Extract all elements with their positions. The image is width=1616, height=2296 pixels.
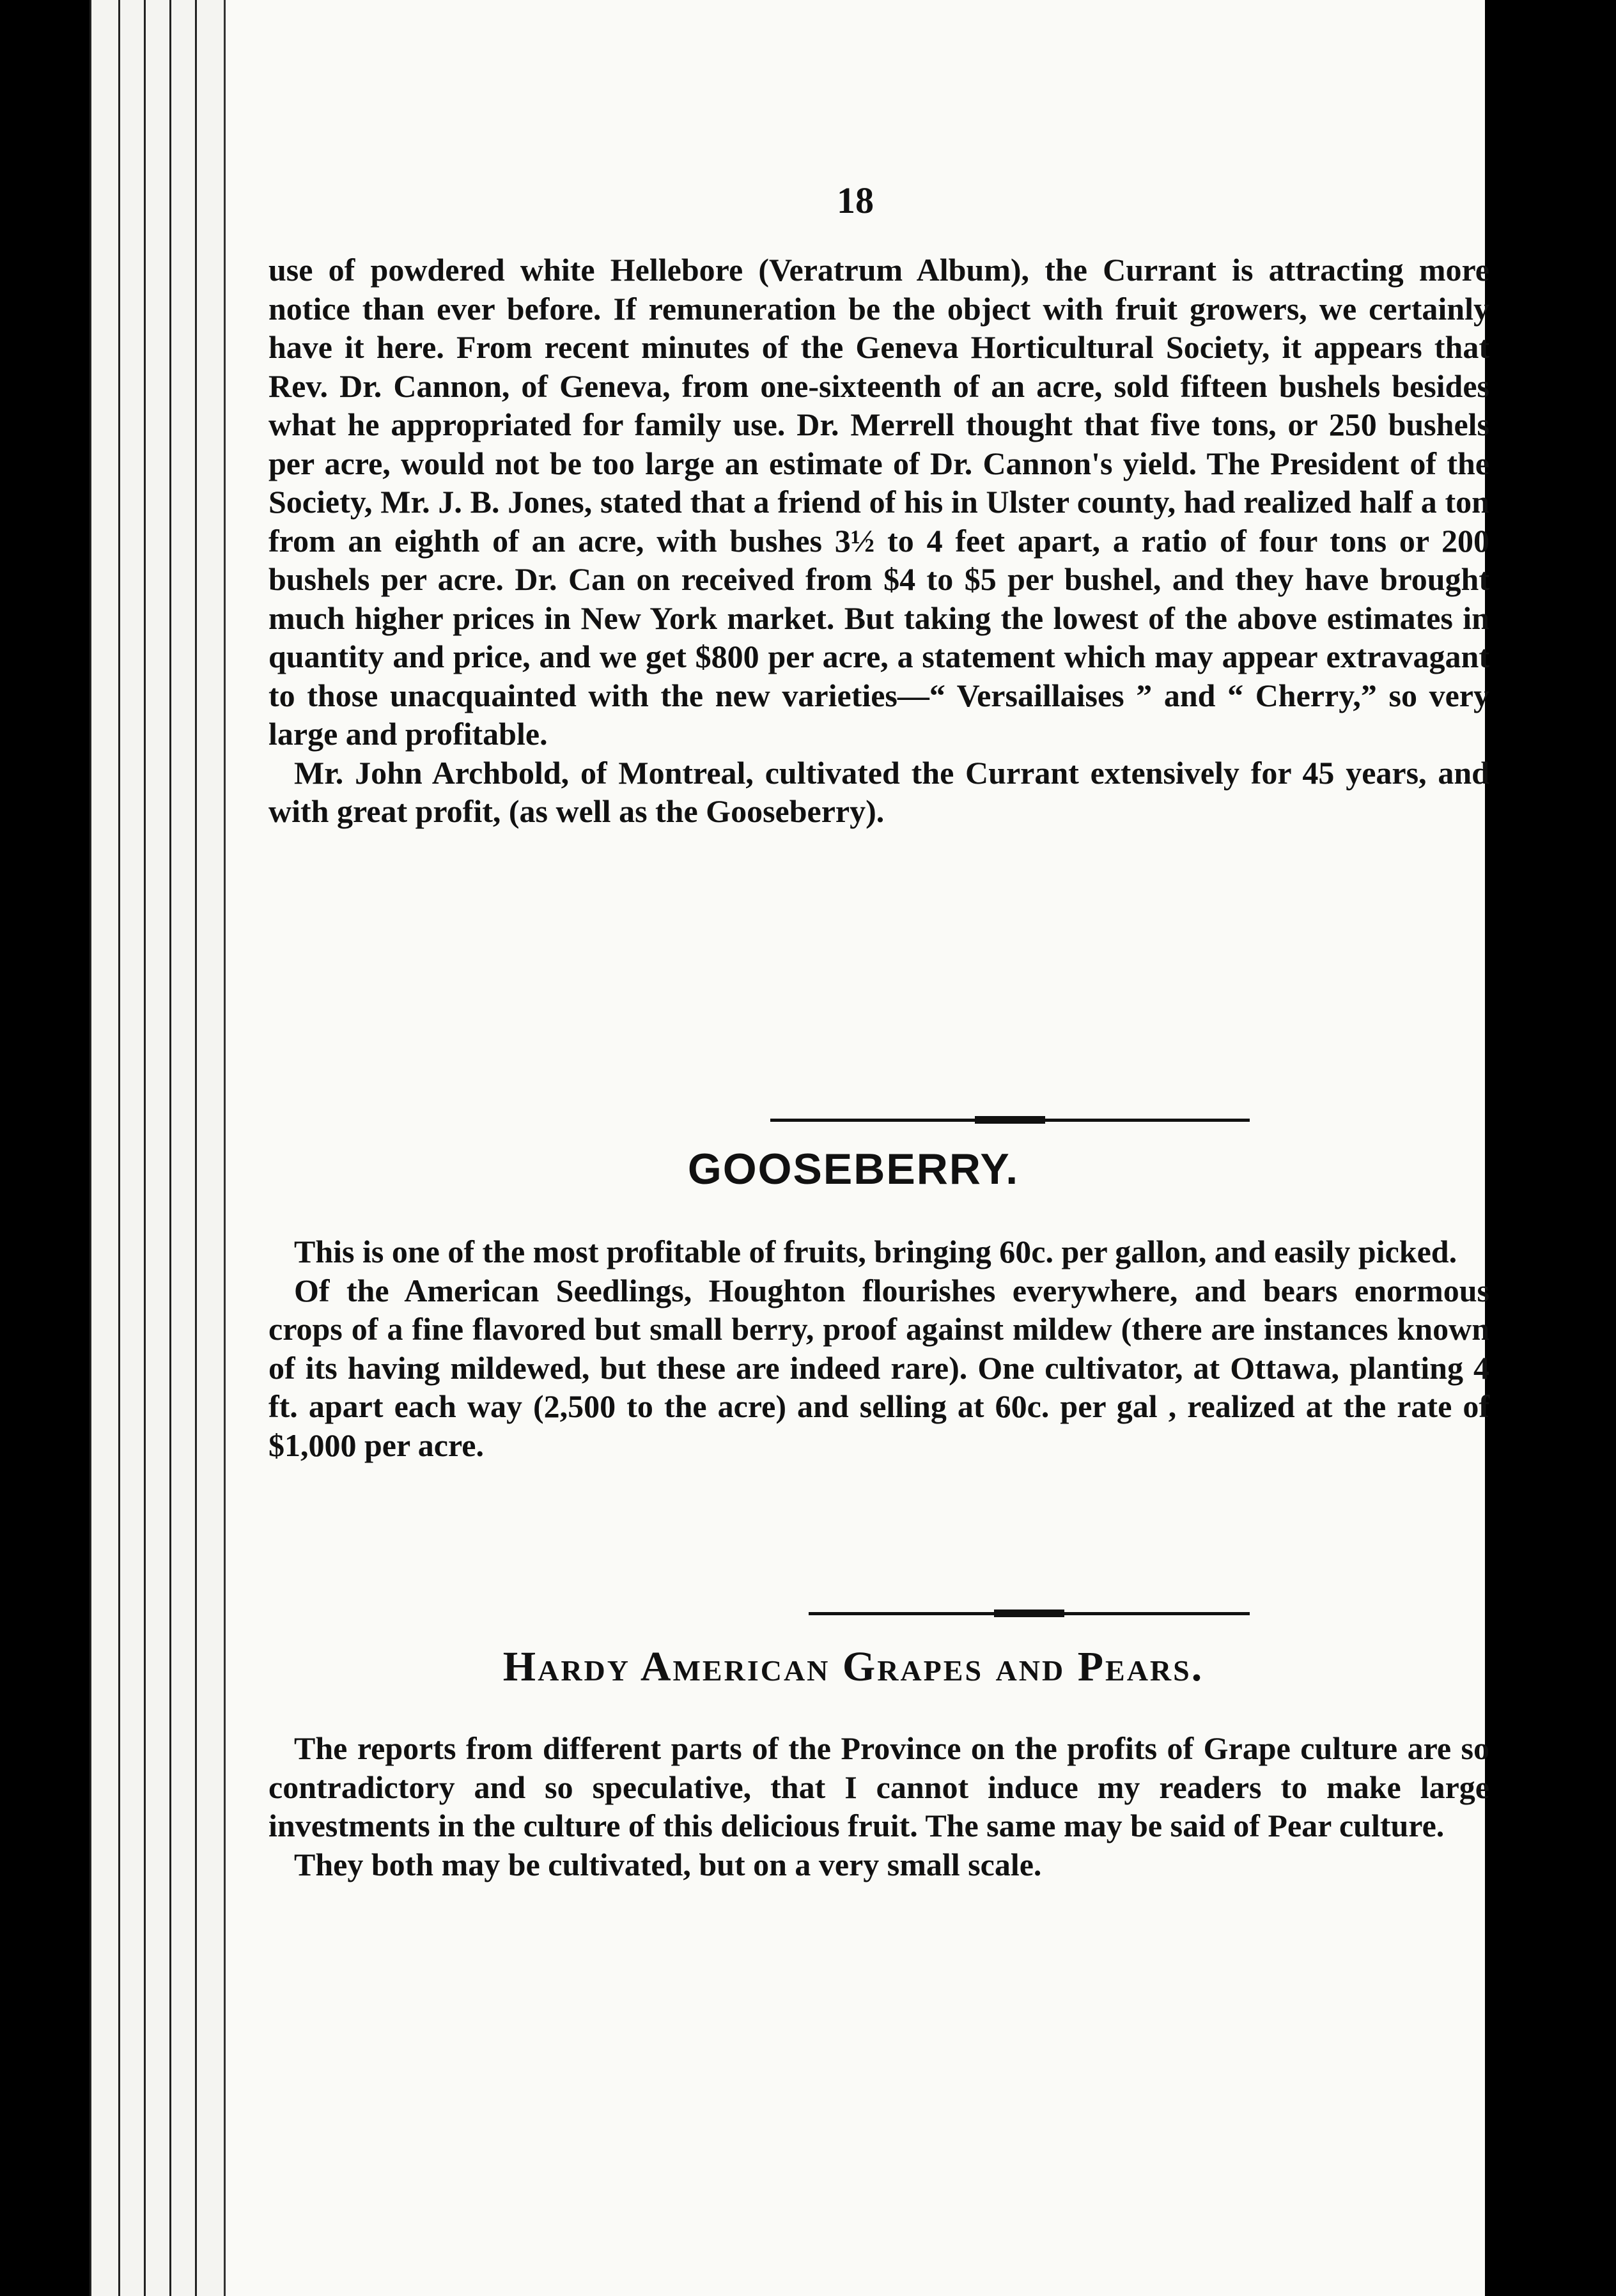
paragraph: Mr. John Archbold, of Montreal, cultivated the Currant extensively for 45 years, and with great profit, (as well as the Gooseberry). [268,754,1489,829]
paragraph: The reports from different parts of the Province on the profits of Grape culture are so contradictory and so speculative, that I cannot induce my readers to make large investments in the culture of this delicious fruit. The same may be said of Pear culture. [268,1730,1489,1843]
paragraph: They both may be cultivated, but on a very small scale. [294,1846,1042,1882]
heading-grapes-pears: Hardy American Grapes and Pears. [502,1643,1204,1690]
heading-gooseberry: GOOSEBERRY. [687,1145,1020,1193]
section-grapes-text [268,1729,1489,1884]
paragraph: use of powdered white Hellebore (Veratrum Album), the Currant is attracting more notice than ever before. If remuneration be the object with fruit growers, we certainly have it here. From recent minutes of the Geneva Horticultural Society, it appears that Rev. Dr. Cannon, of Geneva, from one-sixteenth of an acre, sold fifteen bushels besides what he appropriated for family use. Dr. Merrell thought that five tons, or 250 bushels per acre, would not be too large an estimate of Dr. Cannon's yield. The President of the Society, Mr. J. B. Jones, stated that a friend of his in Ulster county, had realized half a ton from an eighth of an acre, with bushes 3½ to 4 feet apart, a ratio of four tons or 200 bushels per acre. Dr. Can on received from $4 to $5 per bushel, and they have brought much higher prices in New York market. But taking the lowest of the above estimates in quantity and price, and we get $800 per acre, a statement which may appear extravagant to those unacquainted with the new varieties—“ Versaillaises ” and “ Cherry,” so very large and profitable. [268,252,1489,752]
page-number: 18 [837,180,874,221]
paragraph: Of the American Seedlings, Houghton flourishes everywhere, and bears enormous crops of a fine flavored but small berry, proof against mildew (there are instances known of its having mildewed, but these are indeed rare). One cultivator, at Ottawa, planting 4 ft. apart each way (2,500 to the acre) and selling at 60c. per gal , realized at the rate of $1,000 per acre. [268,1272,1489,1463]
section-currant-text [268,251,1489,831]
section-divider [770,1119,1250,1122]
section-divider [809,1612,1250,1615]
paragraph: This is one of the most profitable of fruits, bringing 60c. per gallon, and easily picked. [294,1234,1457,1269]
section-gooseberry-text [268,1232,1489,1464]
